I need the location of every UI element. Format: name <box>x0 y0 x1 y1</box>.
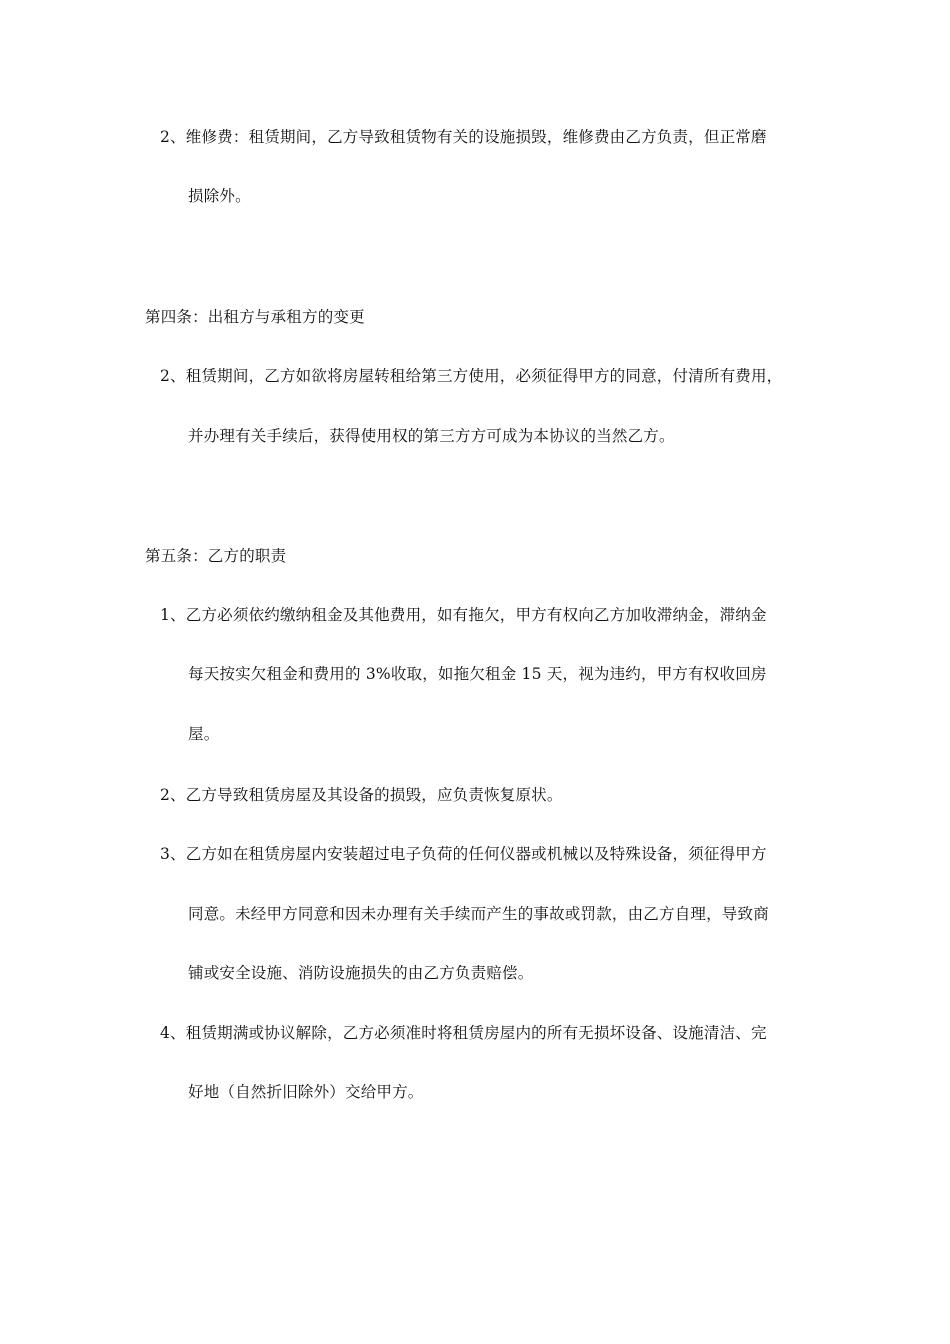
section-4-item-2-line-2: 并办理有关手续后，获得使用权的第三方方可成为本协议的当然乙方。 <box>188 427 675 445</box>
item-number: 2、 <box>160 367 186 385</box>
item-text: 乙方导致租赁房屋及其设备的损毁，应负责恢复原状。 <box>185 786 563 804</box>
item-text: 乙方如在租赁房屋内安装超过电子负荷的任何仪器或机械以及特殊设备，须征得甲方 <box>185 845 767 863</box>
section-5-item-4-line-1 <box>160 1023 767 1043</box>
item-text: 租赁期满或协议解除，乙方必须准时将租赁房屋内的所有无损坏设备、设施清洁、完 <box>185 1024 767 1042</box>
section-5-item-1-line-1 <box>160 605 767 625</box>
section-4-heading: 第四条：出租方与承租方的变更 <box>145 308 365 326</box>
item-number: 1、 <box>160 606 186 624</box>
item-2-maintenance-line-2: 损除外。 <box>188 187 251 205</box>
section-5-item-3-line-3: 铺或安全设施、消防设施损失的由乙方负责赔偿。 <box>188 964 534 982</box>
item-number: 4、 <box>160 1024 186 1042</box>
item-number: 2、 <box>160 128 186 146</box>
section-5-item-4-line-2: 好地（自然折旧除外）交给甲方。 <box>188 1083 424 1101</box>
item-text: 租赁期间，乙方如欲将房屋转租给第三方使用，必须征得甲方的同意，付清所有费用， <box>185 367 783 385</box>
item-number: 2、 <box>160 786 186 804</box>
section-5-item-1-line-3: 屋。 <box>188 725 220 743</box>
item-number: 3、 <box>160 845 186 863</box>
section-4-item-2-line-1 <box>160 366 782 386</box>
item-2-maintenance-line-1 <box>160 127 767 147</box>
item-text: 维修费：租赁期间，乙方导致租赁物有关的设施损毁，维修费由乙方负责，但正常磨 <box>185 128 767 146</box>
section-5-item-3-line-1 <box>160 844 767 864</box>
section-5-heading: 第五条：乙方的职责 <box>145 547 287 565</box>
item-text: 乙方必须依约缴纳租金及其他费用，如有拖欠，甲方有权向乙方加收滞纳金，滞纳金 <box>185 606 767 624</box>
section-5-item-2-line-1 <box>160 785 563 805</box>
section-5-item-3-line-2: 同意。未经甲方同意和因未办理有关手续而产生的事故或罚款，由乙方自理，导致商 <box>188 905 769 923</box>
section-5-item-1-line-2: 每天按实欠租金和费用的 3%收取，如拖欠租金 15 天，视为违约，甲方有权收回房 <box>188 665 767 683</box>
